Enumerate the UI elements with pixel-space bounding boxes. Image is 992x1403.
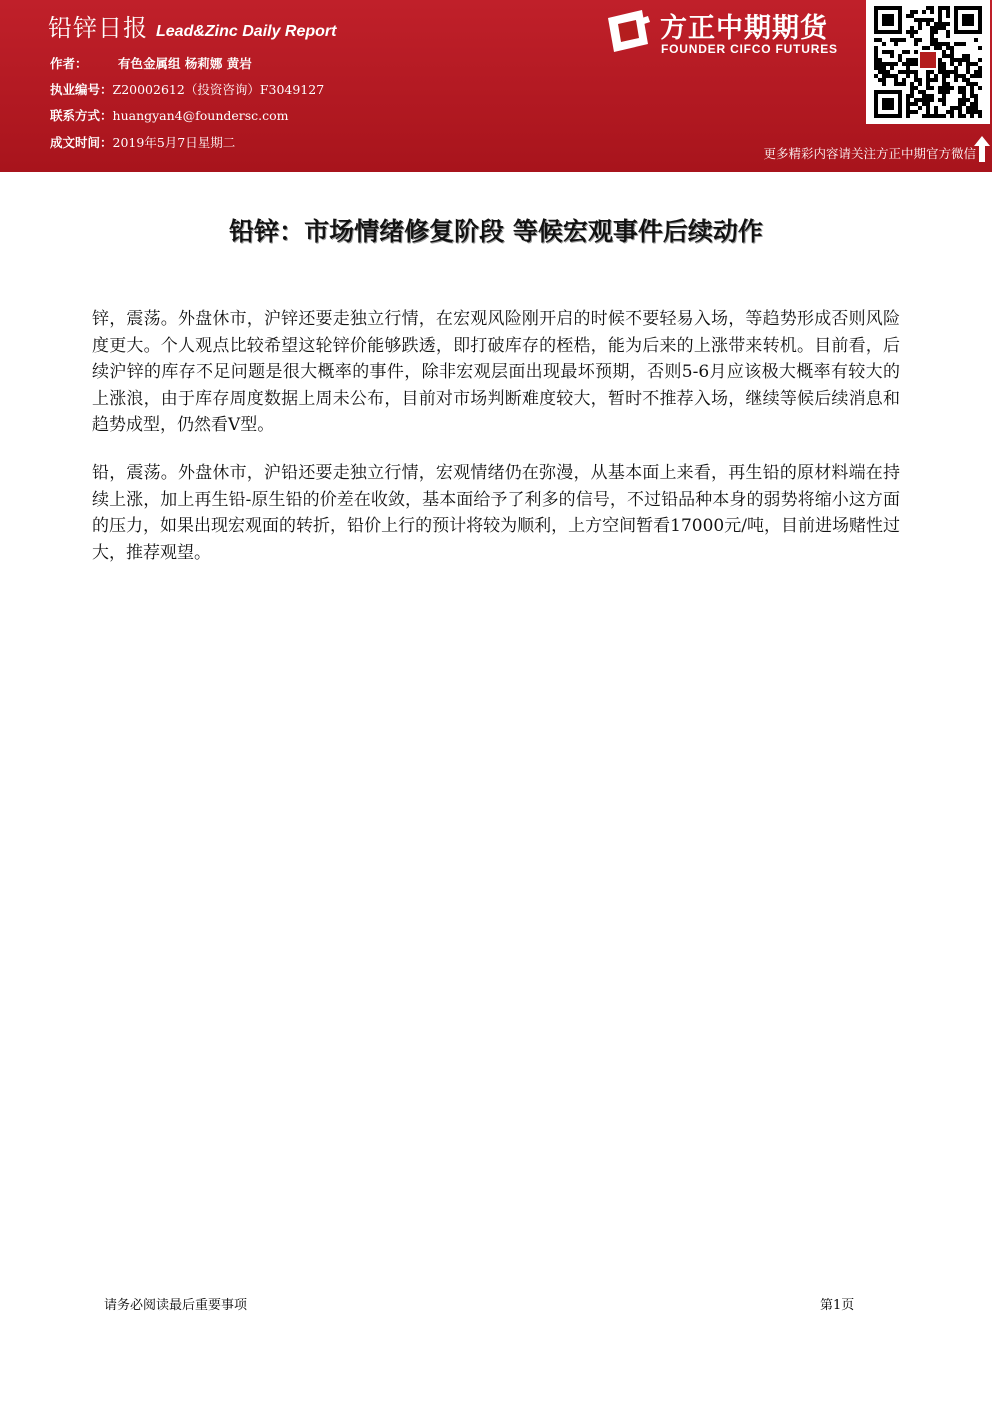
report-title-cn: 铅锌日报	[48, 14, 148, 42]
report-title	[48, 8, 336, 43]
page-number: 第1页	[820, 1298, 855, 1313]
qr-code-icon	[866, 0, 990, 124]
license-row	[50, 80, 324, 98]
follow-wechat-text: 更多精彩内容请关注方正中期官方微信	[763, 146, 976, 161]
brand-mark-icon	[604, 8, 652, 56]
contact-row	[50, 106, 289, 124]
document-title: 铅锌：市场情绪修复阶段 等候宏观事件后续动作	[229, 217, 763, 246]
author-row	[50, 54, 252, 72]
date-label: 成文时间：	[50, 135, 113, 150]
license-label: 执业编号：	[50, 82, 113, 97]
author-value: 有色金属组 杨莉娜 黄岩	[117, 56, 252, 71]
date-value: 2019年5月7日星期二	[112, 135, 236, 150]
lead-paragraph: 铅，震荡。外盘休市，沪铅还要走独立行情，宏观情绪仍在弥漫，从基本面上来看，再生铅的原材料端在持续上涨，加上再生铅-原生铅的价差在收敛，基本面给予了利多的信号，不过铅品种本身的弱势将缩小这方面的压力，如果出现宏观面的转折，铅价上行的预计将较为顺利，上方空间暂看17000元/吨，目前进场赌性过大，推荐观望。	[92, 463, 900, 563]
zinc-paragraph: 锌，震荡。外盘休市，沪锌还要走独立行情，在宏观风险刚开启的时候不要轻易入场，等趋势形成否则风险度更大。个人观点比较希望这轮锌价能够跌透，即打破库存的桎梏，能为后来的上涨带来转机。目前看，后续沪锌的库存不足问题是很大概率的事件，除非宏观层面出现最坏预期，否则5-6月应该极大概率有较大的上涨浪，由于库存周度数据上周未公布，目前对市场判断难度较大，暂时不推荐入场，继续等候后续消息和趋势成型，仍然看V型。	[92, 309, 900, 435]
report-header	[0, 0, 992, 172]
report-title-en: Lead&Zinc Daily Report	[156, 23, 337, 40]
footer-notice: 请务必阅读最后重要事项	[104, 1298, 248, 1313]
arrow-up-icon	[974, 136, 990, 162]
brand-name-en: FOUNDER CIFCO FUTURES	[661, 42, 838, 56]
brand-name-cn: 方正中期期货	[660, 13, 828, 44]
contact-value: huangyan4@foundersc.com	[112, 108, 289, 123]
brand-logo	[604, 6, 859, 58]
license-value: Z20002612（投资咨询）F3049127	[112, 82, 325, 97]
contact-label: 联系方式：	[50, 108, 113, 123]
author-label: 作者：	[50, 56, 88, 71]
date-row	[50, 133, 235, 151]
